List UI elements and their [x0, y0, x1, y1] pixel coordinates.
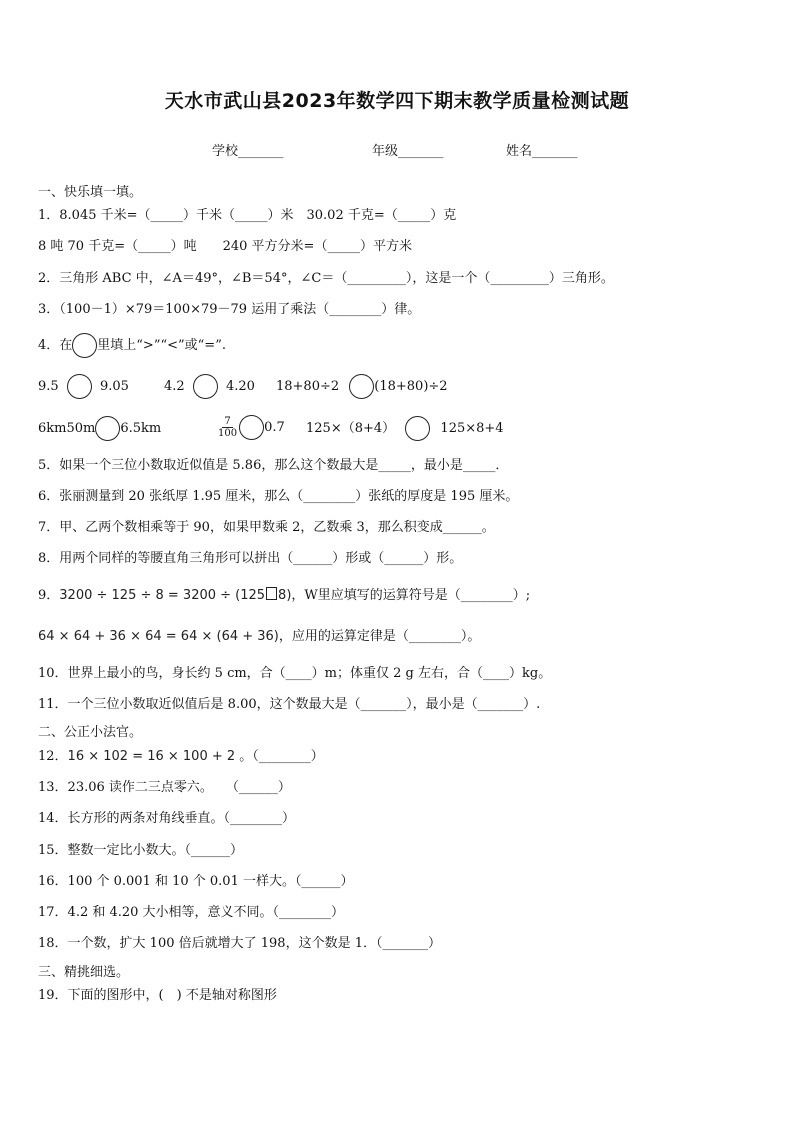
fraction-denominator: 100 — [218, 428, 238, 439]
formula: 64 × 64 + 36 × 64 = 64 × (64 + 36) — [38, 629, 279, 644]
exam-title: 天水市武山县2023年数学四下期末教学质量检测试题 — [164, 90, 630, 112]
grade-field: 年级_______ — [372, 144, 444, 159]
compare-item — [38, 416, 161, 442]
section-2-heading: 二、公正小法官。 — [38, 725, 143, 740]
question-19: 19．下面的图形中，( ) 不是轴对称图形 — [38, 988, 277, 1003]
blank-square-icon[interactable] — [266, 587, 277, 600]
compare-circle-icon — [72, 333, 97, 358]
compare-item — [306, 416, 504, 442]
question-13: 13．23.06 读作二三点零六。 （______） — [38, 780, 291, 795]
question-16: 16．100 个 0.001 和 10 个 0.01 一样大。（______） — [38, 874, 354, 889]
question-9-line-1 — [38, 587, 530, 605]
question-7: 7．甲、乙两个数相乘等于 90，如果甲数乘 2，乙数乘 3，那么积变成______。 — [38, 520, 495, 535]
compare-left: 9.5 — [38, 379, 59, 394]
question-8: 8．用两个同样的等腰直角三角形可以拼出（______）形或（______）形。 — [38, 551, 463, 566]
formula-part: 3200 ÷ 125 ÷ 8 = 3200 ÷ (125 — [59, 588, 266, 603]
question-4 — [38, 333, 226, 359]
compare-left: 6km50m — [38, 421, 96, 436]
compare-left: 4.2 — [164, 379, 185, 394]
compare-circle-icon[interactable] — [405, 416, 430, 441]
formula-part: 8) — [278, 588, 292, 603]
compare-circle-icon[interactable] — [239, 415, 264, 440]
question-12 — [38, 748, 324, 766]
compare-circle-icon[interactable] — [67, 374, 92, 399]
formula — [59, 588, 291, 603]
compare-item — [276, 374, 448, 400]
compare-right: (18+80)÷2 — [374, 379, 448, 394]
formula: 16 × 102 = 16 × 100 + 2 — [67, 749, 236, 764]
question-9-line-2 — [38, 628, 480, 646]
question-4-suffix: 里填上“>”“<”或“=”. — [97, 338, 226, 353]
compare-item — [38, 374, 129, 400]
question-text: ，应用的运算定律是（________）。 — [278, 629, 481, 644]
section-3-heading: 三、精挑细选。 — [38, 965, 130, 980]
compare-circle-icon[interactable] — [349, 374, 374, 399]
school-field: 学校_______ — [212, 144, 284, 159]
compare-right: 4.20 — [225, 379, 255, 394]
compare-left: 125×（8+4） — [306, 421, 396, 436]
question-18: 18．一个数，扩大 100 倍后就增大了 198，这个数是 1．（_______） — [38, 936, 441, 951]
question-14: 14．长方形的两条对角线垂直。（________） — [38, 811, 296, 826]
answer-blank: 。（________） — [235, 749, 324, 764]
fraction-numerator: 7 — [224, 416, 231, 427]
question-6: 6．张丽测量到 20 张纸厚 1.95 厘米，那么（________）张纸的厚度是 195 厘米。 — [38, 489, 519, 504]
compare-right: 0.7 — [264, 420, 285, 435]
question-11: 11．一个三位小数取近似值后是 8.00，这个数最大是（_______），最小是（_______）. — [38, 697, 541, 712]
compare-item — [218, 414, 285, 442]
compare-circle-icon[interactable] — [193, 374, 218, 399]
question-10: 10．世界上最小的鸟，身长约 5 cm，合（____）m；体重仅 2 g 左右，合（____）kg。 — [38, 666, 552, 681]
question-3: 3．（100－1）×79＝100×79－79 运用了乘法（________）律。 — [38, 302, 421, 317]
fraction — [218, 416, 237, 439]
compare-right: 125×8+4 — [440, 421, 504, 436]
compare-item — [164, 374, 255, 400]
question-1-line-1: 1．8.045 千米=（_____）千米（_____）米 30.02 千克=（_____）克 — [38, 208, 457, 223]
question-17: 17．4.2 和 4.20 大小相等，意义不同。（________） — [38, 905, 345, 920]
question-15: 15．整数一定比小数大。（______） — [38, 843, 244, 858]
section-1-heading: 一、快乐填一填。 — [38, 185, 143, 200]
question-4-prefix: 4．在 — [38, 338, 73, 353]
question-1-line-2: 8 吨 70 千克=（_____）吨 240 平方分米=（_____）平方米 — [38, 239, 412, 254]
question-5: 5．如果一个三位小数取近似值是 5.86，那么这个数最大是_____，最小是_____． — [38, 458, 509, 473]
compare-left: 18+80÷2 — [276, 379, 340, 394]
question-number: 12． — [38, 749, 68, 764]
question-text: ，W里应填写的运算符号是（________）; — [291, 588, 531, 603]
question-number: 9． — [38, 588, 60, 603]
compare-right: 6.5km — [120, 421, 162, 436]
compare-right: 9.05 — [99, 379, 129, 394]
question-2: 2．三角形 ABC 中，∠A＝49°，∠B＝54°，∠C＝（_________），这是一个（_________）三角形。 — [38, 271, 614, 286]
compare-circle-icon[interactable] — [95, 416, 120, 441]
name-field: 姓名_______ — [506, 144, 578, 159]
